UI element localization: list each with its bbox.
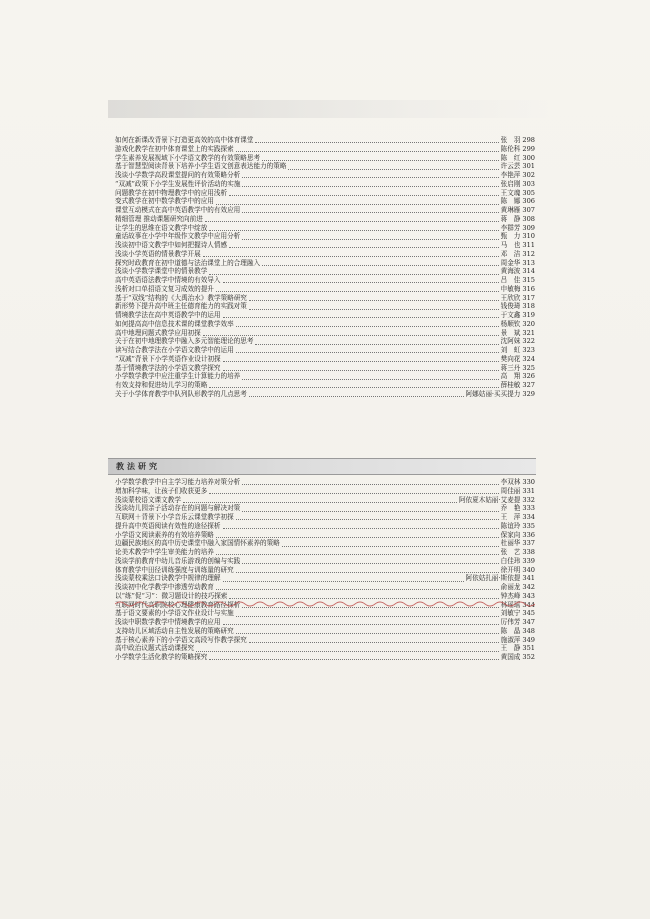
entry-page-number: 326: [522, 372, 535, 381]
entry-page-number: 342: [522, 583, 535, 591]
dot-leader: [216, 202, 499, 205]
dot-leader: [223, 368, 499, 371]
entry-title: 读写结合教学法在小学语文教学中的运用: [115, 346, 234, 354]
dot-leader: [236, 149, 499, 152]
entry-author: 黄国成: [500, 653, 521, 661]
dot-leader: [242, 509, 498, 512]
entry-page-number: 351: [522, 644, 535, 653]
entry-title: 有效支持和促进幼儿学习的策略: [115, 381, 208, 389]
dot-leader: [236, 614, 499, 617]
entry-author: 李双林: [500, 478, 521, 486]
entry-author: 陈谊玲: [500, 521, 521, 530]
entry-page-number: 335: [522, 521, 535, 530]
toc-entry: [115, 285, 535, 294]
dot-leader: [236, 324, 499, 327]
entry-author: 施淑萍: [500, 635, 521, 644]
entry-page-number: 312: [522, 249, 535, 258]
entry-page-number: 320: [522, 319, 535, 328]
toc-entry: [115, 180, 535, 189]
entry-page-number: 307: [522, 206, 535, 214]
toc-entry: [115, 171, 535, 180]
toc-entry: [115, 337, 535, 346]
entry-author: 马 也: [500, 241, 521, 249]
entry-author: 蒋 静: [500, 214, 521, 223]
entry-author: 阿娜姑丽·买买提力: [465, 389, 521, 398]
dot-leader: [229, 193, 499, 196]
toc-entry: [115, 372, 535, 381]
entry-title: 浅谈小学数学高段课堂提问的有效策略分析: [115, 171, 241, 179]
toc-entry: [115, 154, 535, 163]
toc-entry: [115, 496, 535, 505]
dot-leader: [236, 350, 499, 353]
entry-page-number: 310: [522, 232, 535, 241]
entry-title: 增加科学味，让孩子们收获更多: [115, 486, 208, 495]
entry-title: 互联网＋背景下小学音乐云课堂教学初探: [115, 513, 234, 521]
contents-list-section-2: [115, 478, 535, 662]
entry-page-number: 298: [522, 136, 535, 144]
dot-leader: [223, 622, 499, 625]
entry-title: 浅谈中职数学教学中情境教学的应用: [115, 618, 221, 626]
toc-entry: [115, 329, 535, 338]
entry-page-number: 316: [522, 284, 535, 293]
dot-leader: [223, 579, 464, 582]
entry-page-number: 303: [522, 179, 535, 188]
entry-author: 乔 艳: [500, 504, 521, 513]
entry-title: 高中地理问题式教学应用初探: [115, 328, 201, 337]
toc-entry: [115, 189, 535, 198]
entry-title: 论美术教学中学生审美能力的培养: [115, 548, 214, 556]
toc-entry: [115, 250, 535, 259]
entry-title: 浅谈蒙校乘法口诀教学中规律的理解: [115, 574, 221, 583]
dot-leader: [209, 491, 498, 494]
section-header-bar: [108, 458, 536, 475]
dot-leader: [255, 140, 498, 143]
entry-author: 蒋三丹: [500, 363, 521, 372]
entry-page-number: 317: [522, 293, 535, 302]
entry-page-number: 319: [522, 311, 535, 319]
toc-entry: [115, 504, 535, 513]
dot-leader: [223, 280, 499, 283]
entry-page-number: 329: [522, 389, 535, 398]
toc-entry: [115, 557, 535, 566]
entry-author: 阿依夏木姑丽·艾麦提: [458, 495, 521, 504]
entry-page-number: 332: [522, 495, 535, 504]
toc-entry: [115, 215, 535, 224]
entry-author: 陈 娜: [500, 197, 521, 206]
entry-author: 景 斌: [500, 328, 521, 337]
dot-leader: [249, 394, 464, 397]
toc-entry: [115, 162, 535, 171]
dot-leader: [242, 561, 498, 564]
dot-leader: [282, 544, 499, 547]
toc-entry: [115, 478, 535, 487]
entry-title: 童话故事在小学中年级作文教学中应用分析: [115, 232, 241, 241]
dot-leader: [262, 158, 499, 161]
entry-title: 基于情境教学法的小学语文教学探究: [115, 363, 221, 372]
entry-author: 厉伟芳: [500, 618, 521, 626]
entry-title: 让学生的思维在语文教学中绽放: [115, 223, 208, 232]
toc-entry: [115, 531, 535, 540]
dot-leader: [249, 298, 499, 301]
entry-title: 关于小学体育教学中队列队形教学的几点思考: [115, 389, 247, 398]
toc-entry: [115, 390, 535, 399]
entry-page-number: 349: [522, 635, 535, 644]
entry-page-number: 339: [522, 556, 535, 565]
entry-title: 关于在初中地理教学中融入多元智能理论的思考: [115, 337, 254, 346]
dot-leader: [216, 552, 499, 555]
entry-page-number: 321: [522, 328, 535, 337]
entry-title: 游戏化教学在初中体育课堂上的实践探索: [115, 144, 234, 153]
entry-title: 小学数学生活化教学的策略探究: [115, 653, 208, 661]
entry-page-number: 331: [522, 486, 535, 495]
dot-leader: [242, 184, 498, 187]
entry-title: 浅谈小学英语的情景教学开展: [115, 249, 201, 258]
entry-title: 小学数学教学中自主学习能力培养对策分析: [115, 478, 241, 486]
entry-title: 小学语文阅读素养的有效培养策略: [115, 530, 214, 539]
toc-entry: [115, 355, 535, 364]
toc-entry: [115, 320, 535, 329]
entry-title: 浅谈小学数学课堂中的情景教学: [115, 267, 208, 276]
toc-entry: [115, 627, 535, 636]
toc-entry: [115, 644, 535, 653]
dot-leader: [183, 500, 457, 503]
entry-author: 徐开明: [500, 565, 521, 574]
entry-author: 钱俊琦: [500, 302, 521, 311]
entry-title: 浅谈幼儿园亲子活动存在的问题与解决对策: [115, 504, 241, 513]
toc-entry: [115, 522, 535, 531]
entry-page-number: 323: [522, 346, 535, 354]
entry-author: 许云芸: [500, 162, 521, 171]
entry-title: 体育教学中田径训练强度与训练量的研究: [115, 565, 234, 574]
entry-title: 边疆民族地区的高中历史课堂中融入家国情怀素养的策略: [115, 539, 280, 548]
entry-page-number: 313: [522, 258, 535, 267]
dot-leader: [236, 570, 499, 573]
dot-leader: [262, 263, 499, 266]
toc-entry: [115, 636, 535, 645]
entry-page-number: 306: [522, 197, 535, 206]
dot-leader: [242, 210, 498, 213]
dot-leader: [242, 237, 498, 240]
dot-leader: [216, 289, 499, 292]
entry-title: 课堂互动模式在高中英语教学中的有效应用: [115, 206, 241, 214]
entry-page-number: 299: [522, 144, 535, 153]
entry-page-number: 308: [522, 214, 535, 223]
toc-entry: [115, 609, 535, 618]
entry-page-number: 352: [522, 653, 535, 661]
dot-leader: [229, 596, 498, 599]
dot-leader: [288, 167, 498, 170]
entry-author: 陈 红: [500, 153, 521, 162]
dot-leader: [196, 649, 499, 652]
entry-author: 李群芳: [500, 223, 521, 232]
dot-leader: [229, 245, 499, 248]
entry-title: 浅谈蒙校语文课文教学: [115, 495, 181, 504]
entry-title: 以“练”促“习”：微习题设计的技巧探索: [115, 591, 228, 600]
entry-page-number: 318: [522, 302, 535, 311]
dot-leader: [209, 385, 498, 388]
toc-entry: [115, 618, 535, 627]
entry-title: 问题教学在初中物理教学中的应用浅析: [115, 188, 228, 197]
top-section-band: [108, 100, 550, 118]
entry-title: 变式教学在初中数学教学中的应用: [115, 197, 214, 206]
dot-leader: [242, 482, 498, 485]
entry-author: 樊向花: [500, 354, 521, 363]
entry-author: 黄琳雁: [500, 206, 521, 214]
entry-title: 如何提高高中信息技术课的课堂教学效率: [115, 319, 234, 328]
dot-leader: [209, 228, 498, 231]
toc-entry: [115, 276, 535, 285]
entry-title: 小学数学教学中应注重学生计算能力的培养: [115, 372, 241, 381]
dot-leader: [216, 535, 499, 538]
entry-page-number: 338: [522, 548, 535, 556]
entry-author: 白佳玮: [500, 556, 521, 565]
entry-title: 浅谈初中语文教学中如何把握诗人情感: [115, 241, 228, 249]
toc-entry: [115, 241, 535, 250]
entry-page-number: 315: [522, 276, 535, 284]
toc-entry: [115, 381, 535, 390]
entry-page-number: 341: [522, 574, 535, 583]
entry-author: 周佳丽: [500, 486, 521, 495]
toc-entry: [115, 653, 535, 662]
entry-author: 张 艺: [500, 548, 521, 556]
entry-page-number: 343: [522, 591, 535, 600]
toc-entry: [115, 302, 535, 311]
dot-leader: [209, 272, 498, 275]
entry-author: 阿依姑扎丽·斯依提: [465, 574, 521, 583]
entry-author: 林瑶瑶: [500, 600, 521, 609]
dot-leader: [203, 333, 499, 336]
toc-entry: [115, 364, 535, 373]
entry-page-number: 345: [522, 609, 535, 618]
entry-author: 邓 洁: [500, 249, 521, 258]
entry-page-number: 348: [522, 626, 535, 635]
entry-author: 沈阿妹: [500, 337, 521, 346]
entry-page-number: 337: [522, 539, 535, 548]
toc-entry: [115, 487, 535, 496]
entry-title: 支持幼儿区域活动自主性发展的策略研究: [115, 626, 234, 635]
entry-author: 王欣欣: [500, 293, 521, 302]
dot-leader: [209, 657, 498, 660]
entry-author: 张 羽: [500, 136, 521, 144]
entry-page-number: 330: [522, 478, 535, 486]
toc-entry: [115, 574, 535, 583]
entry-author: 保家向: [500, 530, 521, 539]
entry-page-number: 333: [522, 504, 535, 513]
entry-page-number: 300: [522, 153, 535, 162]
entry-title: 浅析对口单招语文复习成效的提升: [115, 284, 214, 293]
entry-author: 刘 虹: [500, 346, 521, 354]
toc-entry: [115, 583, 535, 592]
entry-author: 王文魂: [500, 188, 521, 197]
dot-leader: [223, 359, 499, 362]
entry-author: 周金华: [500, 258, 521, 267]
toc-entry: [115, 259, 535, 268]
entry-author: 陈 晶: [500, 626, 521, 635]
dot-leader: [249, 307, 499, 310]
toc-entry: [115, 206, 535, 215]
entry-page-number: 302: [522, 171, 535, 179]
dot-leader: [255, 342, 498, 345]
entry-title: 情境教学法在高中英语教学中的运用: [115, 311, 221, 319]
entry-page-number: 314: [522, 267, 535, 276]
toc-entry: [115, 197, 535, 206]
toc-entry: [115, 513, 535, 522]
entry-title: 如何在新课改背景下打造更高效的高中体育课堂: [115, 136, 254, 144]
entry-title: 精细管理 推动课题研究向前进: [115, 214, 203, 223]
entry-author: 陈伦科: [500, 144, 521, 153]
toc-entry: [115, 145, 535, 154]
entry-author: 甄 力: [500, 232, 521, 241]
entry-author: 李艳萍: [500, 171, 521, 179]
entry-author: 杜丽华: [500, 539, 521, 548]
toc-entry: [115, 548, 535, 557]
entry-title: 基于核心素养下的小学语文高段写作教学探究: [115, 635, 247, 644]
toc-entry: [115, 539, 535, 548]
toc-entry: [115, 267, 535, 276]
dot-leader: [236, 631, 499, 634]
entry-page-number: 347: [522, 618, 535, 626]
dot-leader: [203, 254, 499, 257]
toc-entry: [115, 294, 535, 303]
entry-page-number: 305: [522, 188, 535, 197]
entry-author: 王 静: [500, 644, 521, 653]
entry-page-number: 340: [522, 565, 535, 574]
entry-title: 互联网时代高职院校心理健康教育路径探析: [115, 600, 241, 609]
entry-page-number: 309: [522, 223, 535, 232]
entry-author: 杨顺钦: [500, 319, 521, 328]
entry-title: 基于语文要素的小学语文作业设计与实施: [115, 609, 234, 618]
entry-author: 高 翔: [500, 372, 521, 381]
entry-page-number: 301: [522, 162, 535, 171]
entry-author: 俞丽龙: [500, 583, 521, 591]
entry-page-number: 334: [522, 513, 535, 521]
entry-author: 王 萍: [500, 513, 521, 521]
entry-author: 刘敏宁: [500, 609, 521, 618]
toc-entry: [115, 232, 535, 241]
toc-entry: [115, 136, 535, 145]
dot-leader: [216, 587, 499, 590]
entry-author: 于文鑫: [500, 311, 521, 319]
entry-author: 张启刚: [500, 179, 521, 188]
entry-title: “双减”政策下小学生发展性评价活动的实施: [115, 179, 241, 188]
entry-title: 高中政治议题式活动课探究: [115, 644, 195, 653]
toc-entry: [115, 566, 535, 575]
dot-leader: [242, 175, 498, 178]
entry-title: 新形势下提升高中班主任德育能力的实践对策: [115, 302, 247, 311]
dot-leader: [205, 219, 499, 222]
entry-page-number: 322: [522, 337, 535, 346]
toc-entry: [115, 346, 535, 355]
entry-title: 浅谈学前教育中幼儿音乐游戏的创编与实践: [115, 556, 241, 565]
red-underline-mark: [115, 600, 535, 608]
entry-page-number: 336: [522, 530, 535, 539]
entry-author: 吕 佳: [500, 276, 521, 284]
entry-title: 浅谈初中化学教学中渗透劳动教育: [115, 583, 214, 591]
dot-leader: [242, 377, 498, 380]
contents-list-section-1: [115, 136, 535, 399]
entry-author: 钟杰峰: [500, 591, 521, 600]
entry-page-number: 324: [522, 354, 535, 363]
dot-leader: [236, 517, 499, 520]
dot-leader: [249, 640, 499, 643]
entry-page-number: 344: [522, 600, 535, 609]
toc-entry: [115, 224, 535, 233]
entry-title: “双减”背景下小学英语作业设计初探: [115, 354, 221, 363]
entry-title: 基于“双线”结构的《大禹治水》教学策略研究: [115, 293, 248, 302]
entry-author: 黄海波: [500, 267, 521, 276]
entry-author: 申敏梅: [500, 284, 521, 293]
toc-entry: [115, 311, 535, 320]
entry-page-number: 327: [522, 381, 535, 389]
entry-title: 高中英语语法教学中情境的有效导入: [115, 276, 221, 284]
entry-title: 提升高中英语阅读有效性的途径探析: [115, 521, 221, 530]
dot-leader: [223, 315, 499, 318]
section-header-title: 教法研究: [116, 461, 160, 471]
entry-page-number: 325: [522, 363, 535, 372]
entry-title: 基于智慧型阅读背景下培养小学生语文创意表达能力的策略: [115, 162, 287, 171]
entry-title: 探究时政教育在初中道德与法治课堂上的合理融入: [115, 258, 261, 267]
entry-title: 学生素养发展视域下小学语文教学的有效策略思考: [115, 153, 261, 162]
entry-page-number: 311: [522, 241, 535, 249]
dot-leader: [223, 526, 499, 529]
entry-author: 薛桂敏: [500, 381, 521, 389]
